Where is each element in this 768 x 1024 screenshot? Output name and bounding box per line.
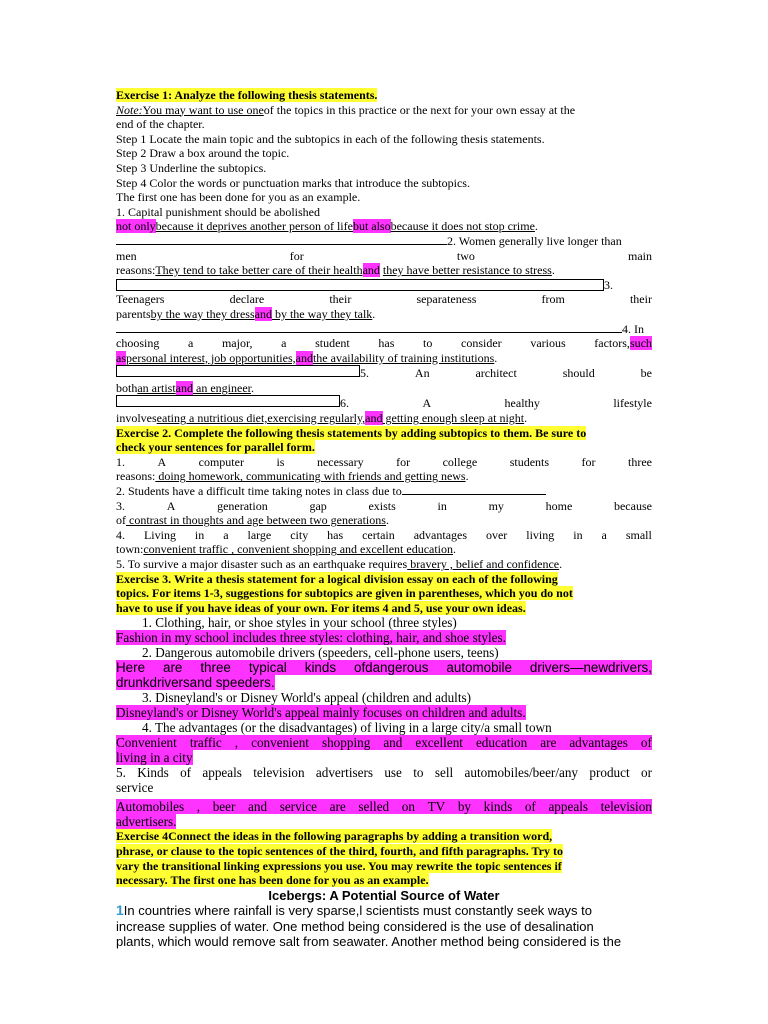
statement-4-line: [116, 322, 652, 337]
topic-box: [116, 365, 360, 377]
item-4-justified: [116, 528, 652, 543]
exercise-2-heading-line-2: [116, 440, 652, 455]
word: home: [545, 498, 573, 513]
word: TV: [427, 799, 446, 815]
word: 1.: [116, 454, 125, 469]
word: beer: [212, 799, 236, 815]
word: 4.: [116, 527, 125, 542]
exercise-1-heading-line: [116, 88, 652, 103]
paragraph-1: [116, 903, 652, 949]
exercise-3-heading-line-1: [116, 572, 652, 587]
statement-4-subtopics: [116, 351, 652, 366]
word: by: [457, 799, 471, 815]
exercise-3-heading-cont: topics. For items 1-3, suggestions for subtopics are given in parentheses, which you do not: [116, 586, 573, 601]
word: Automobiles: [116, 799, 185, 815]
topic-4: 4. The advantages (or the disadvantages) of living in a large city/a small town: [142, 720, 552, 736]
word: sell: [434, 765, 454, 781]
statement-1: 1. Capital punishment should be abolished: [116, 204, 320, 219]
exercise-4-heading-cont: phrase, or clause to the topic sentences of the third, fourth, and fifth paragraphs. Try to: [116, 843, 563, 858]
item-1-justified: [116, 455, 652, 470]
transition-and: and: [295, 350, 313, 365]
period: .: [250, 380, 254, 395]
statement-5-subtopics: [116, 381, 652, 396]
word: typical: [248, 660, 287, 676]
exercise-2-heading-line-1: [116, 426, 652, 441]
answer-text: bravery , belief and confidence: [407, 557, 560, 571]
word: a: [187, 336, 194, 351]
word: ,: [196, 799, 201, 815]
period: .: [524, 411, 528, 426]
word: 3.: [116, 498, 125, 513]
subtopics-1-2: eating a nutritious diet,exercising regularly,: [156, 411, 366, 426]
answer-5-cont: advertisers.: [116, 814, 177, 830]
word: my: [488, 498, 504, 513]
word: a: [281, 336, 287, 351]
example-note: The first one has been done for you as an example.: [116, 190, 361, 205]
item-text: 5. To survive a major disaster such as an earthquake requires: [116, 557, 408, 571]
word: Teenagers: [116, 292, 165, 307]
subtopic-1: by the way they dress: [150, 306, 255, 321]
word: in: [437, 498, 447, 513]
word: 5.: [116, 765, 126, 781]
word: A: [422, 396, 432, 411]
word: of: [524, 799, 536, 815]
answer-2-line-2: [116, 675, 652, 690]
note-label: Note:: [116, 102, 143, 117]
answer-4-justified: [116, 735, 652, 750]
statement-4-justified: [116, 336, 652, 351]
word: be: [640, 366, 652, 381]
word: living: [526, 527, 555, 542]
statement-6-line: [116, 395, 652, 411]
answer-5-line-2: [116, 814, 652, 829]
word: Here: [116, 660, 146, 676]
subtopic-2: an engineer: [193, 380, 251, 395]
subtopic-1: an artist: [137, 380, 176, 395]
transition-not-only: not only: [116, 219, 156, 234]
word: automobile: [446, 660, 512, 676]
word: town:: [116, 542, 144, 557]
paragraph-line: plants, which would remove salt from seawater. Another method being considered is the: [116, 934, 622, 950]
item-number: 3.: [604, 277, 613, 292]
word: both: [116, 380, 138, 395]
paragraph-line: In countries where rainfall is very sparse,l scientists must constantly seek ways to: [123, 903, 592, 919]
word: kinds: [483, 799, 513, 815]
subtopic-2: they have better resistance to stress: [382, 263, 552, 278]
step-1: Step 1 Locate the main topic and the subtopics in each of the following thesis statements.: [116, 131, 545, 146]
subtopic-1: because it deprives another person of life: [155, 219, 353, 234]
word: excellent: [415, 735, 463, 751]
item-1-answer: [116, 469, 652, 484]
word: of: [180, 765, 192, 781]
answer-4-cont: living in a city: [116, 750, 193, 766]
word: of: [640, 735, 652, 751]
word: involves: [116, 411, 157, 426]
word: should: [562, 366, 595, 381]
word: automobiles/beer/any: [464, 765, 579, 781]
word: over: [485, 527, 508, 542]
word: Kinds: [137, 765, 169, 781]
word: generation: [217, 498, 268, 513]
word: choosing: [116, 336, 160, 351]
topic-box: [116, 279, 604, 291]
word: has: [378, 336, 395, 351]
topic-5-justified: [116, 765, 652, 780]
word: certain: [362, 527, 395, 542]
transition-as: as: [116, 350, 126, 365]
answer-2-cont: drunkdriversand speeders.: [116, 675, 275, 691]
word: are: [163, 660, 183, 676]
transition-but-also: but also: [352, 219, 391, 234]
word: kinds: [304, 660, 337, 676]
word: from: [541, 292, 565, 307]
document-page: [116, 88, 652, 950]
word: parents: [116, 306, 151, 321]
word: because: [613, 498, 652, 513]
statement-2-line: [116, 234, 652, 249]
step-2: Step 2 Draw a box around the topic.: [116, 146, 290, 161]
word: three: [200, 660, 231, 676]
period: .: [372, 306, 376, 321]
item-2: [116, 484, 652, 499]
word: appeals: [548, 799, 588, 815]
answer-2-justified: [116, 660, 652, 675]
transition-and: and: [365, 411, 383, 426]
word: A: [157, 454, 167, 469]
word: shopping: [321, 735, 371, 751]
word: a: [223, 527, 229, 542]
word: are: [329, 799, 346, 815]
word: for: [289, 248, 304, 263]
word: traffic: [189, 735, 222, 751]
exercise-4-heading-line-2: [116, 844, 652, 859]
word: advantages: [413, 527, 468, 542]
word: college: [442, 454, 478, 469]
word: advertisers: [315, 765, 373, 781]
word: of: [116, 513, 126, 528]
note-underlined: You may want to use one: [142, 102, 264, 117]
transition-such: such: [629, 336, 652, 351]
exercise-4-heading-cont: vary the transitional linking expressions you use. You may rewrite the topic sentences if: [116, 858, 562, 873]
answer-3: Disneyland's or Disney World's appeal mainly focuses on children and adults.: [116, 705, 526, 721]
word: A: [166, 498, 176, 513]
word: convenient: [251, 735, 309, 751]
note-line-2: end of the chapter.: [116, 117, 205, 132]
word: main: [628, 248, 652, 263]
answer-text: doing homework, communicating with friends and getting news: [155, 469, 466, 484]
word: Convenient: [116, 735, 177, 751]
item-number: 4. In: [622, 321, 644, 336]
exercise-3-heading: Exercise 3. Write a thesis statement for a logical division essay on each of the following: [116, 571, 558, 586]
topic-1: 1. Clothing, hair, or shoe styles in your school (three styles): [142, 615, 457, 631]
note-text: of the topics in this practice or the next for your own essay at the: [263, 102, 576, 117]
exercise-3-items: [116, 615, 652, 829]
note-line: [116, 103, 652, 118]
word: lifestyle: [613, 396, 652, 411]
word: education: [475, 735, 528, 751]
word: factors,: [594, 336, 630, 351]
word: 6.: [340, 396, 349, 411]
word: or: [640, 765, 652, 781]
word: television: [253, 765, 305, 781]
word: separateness: [416, 292, 477, 307]
word: selled: [358, 799, 390, 815]
subtopics-1-2: personal interest, job opportunities,: [126, 350, 296, 365]
exercise-4-heading-line-1: [116, 829, 652, 844]
transition-and: and: [254, 306, 272, 321]
word: architect: [475, 366, 517, 381]
period: .: [534, 219, 538, 234]
subtopic-2: because it does not stop crime: [390, 219, 535, 234]
exercise-3-heading-cont: have to use if you have ideas of your own. For items 4 and 5, use your own ideas.: [116, 600, 526, 615]
word: men: [116, 248, 137, 263]
word: various: [530, 336, 566, 351]
word: small: [625, 527, 652, 542]
word: large: [247, 527, 272, 542]
essay-title: Icebergs: A Potential Source of Water: [268, 887, 500, 903]
statement-1-subtopics: [116, 219, 652, 234]
word: and: [248, 799, 268, 815]
answer-text: convenient traffic , convenient shopping and excellent education: [143, 542, 454, 557]
word: three: [628, 454, 652, 469]
word: television: [600, 799, 652, 815]
topic-box-rule: [116, 332, 622, 333]
word: product: [589, 765, 630, 781]
word: reasons:: [116, 469, 156, 484]
word: for: [396, 454, 411, 469]
word: has: [327, 527, 344, 542]
transition-and: and: [362, 263, 380, 278]
word: in: [194, 527, 205, 542]
word: use: [384, 765, 402, 781]
statement-3-subtopics: [116, 307, 652, 322]
word: a: [601, 527, 607, 542]
word: appeals: [202, 765, 242, 781]
exercise-1-heading: Exercise 1: Analyze the following thesis statements.: [116, 88, 378, 102]
statement-3-justified: [116, 292, 652, 307]
exercise-2-heading-cont: check your sentences for parallel form.: [116, 440, 315, 455]
word: 5.: [360, 366, 369, 381]
word: advantages: [569, 735, 628, 751]
period: .: [385, 513, 389, 528]
exercise-4-heading-line-3: [116, 859, 652, 874]
word: their: [329, 292, 352, 307]
word: gap: [309, 498, 327, 513]
exercise-3-heading-line-3: [116, 601, 652, 616]
topic-5-line-2: service: [116, 780, 154, 796]
topic-box-rule: [116, 244, 447, 245]
statement-5-justified: [360, 366, 652, 381]
word: healthy: [504, 396, 540, 411]
word: their: [629, 292, 652, 307]
word: is: [276, 454, 285, 469]
topic-2: 2. Dangerous automobile drivers (speeders, cell-phone users, teens): [142, 645, 499, 661]
statement-3-box-line: [116, 278, 652, 293]
word: An: [414, 366, 430, 381]
statement-6-subtopics: [116, 411, 652, 426]
answer-3-line: [116, 705, 652, 720]
word: city: [290, 527, 309, 542]
word: consider: [461, 336, 502, 351]
word: service: [279, 799, 318, 815]
subtopic-3: getting enough sleep at night: [382, 411, 525, 426]
period: .: [551, 263, 555, 278]
word: Living: [143, 527, 176, 542]
statement-5-line: [116, 365, 652, 381]
word: exists: [368, 498, 396, 513]
paragraph-line: increase supplies of water. One method being considered is the use of desalination: [116, 918, 594, 934]
word: to: [413, 765, 424, 781]
word: to: [423, 336, 433, 351]
paragraph-number: 1: [116, 903, 124, 919]
exercise-4-heading-line-4: [116, 873, 652, 888]
subtopic-1: They tend to take better care of their health: [155, 263, 363, 278]
word: necessary: [316, 454, 364, 469]
answer-blank[interactable]: [402, 494, 546, 495]
answer-text: contrast in thoughts and age between two generations: [126, 513, 386, 528]
word: two: [456, 248, 475, 263]
period: .: [465, 469, 469, 484]
answer-1-line: [116, 630, 652, 645]
word: reasons:: [116, 263, 156, 278]
item-3-answer: [116, 513, 652, 528]
period: .: [453, 542, 457, 557]
word: major,: [221, 336, 253, 351]
item-4-answer: [116, 542, 652, 557]
word: on: [401, 799, 415, 815]
word: student: [315, 336, 350, 351]
statement-2-justified: [116, 249, 652, 264]
subtopic-3: the availability of training institutions: [312, 350, 495, 365]
period: .: [559, 557, 563, 571]
exercise-3-heading-line-2: [116, 586, 652, 601]
statement-2-start: 2. Women generally live longer than: [447, 233, 622, 248]
item-text: 2. Students have a difficult time taking notes in class due to: [116, 484, 402, 499]
exercise-4-heading: Exercise 4Connect the ideas in the following paragraphs by adding a transition word,: [116, 829, 553, 844]
word: ofdangerous: [354, 660, 429, 676]
word: ,: [234, 735, 239, 751]
answer-1: Fashion in my school includes three styles: clothing, hair, and shoe styles.: [116, 630, 506, 646]
item-5: [116, 557, 652, 572]
subtopic-2: by the way they talk: [271, 306, 373, 321]
word: and: [383, 735, 403, 751]
word: computer: [198, 454, 244, 469]
period: .: [494, 350, 498, 365]
exercise-2-heading: Exercise 2. Complete the following thesis statements by adding subtopics to them. Be sure to: [116, 425, 587, 440]
answer-5-justified: [116, 799, 652, 814]
topic-3: 3. Disneyland's or Disney World's appeal (children and adults): [142, 690, 472, 706]
statement-2-subtopics: [116, 263, 652, 278]
transition-and: and: [175, 380, 193, 395]
topic-box: [116, 395, 340, 407]
step-4: Step 4 Color the words or punctuation marks that introduce the subtopics.: [116, 175, 470, 190]
statement-6-justified: [340, 396, 652, 411]
word: in: [573, 527, 583, 542]
word: declare: [229, 292, 265, 307]
exercise-4-heading-cont: necessary. The first one has been done for you as an example.: [116, 873, 429, 888]
item-3-justified: [116, 499, 652, 514]
answer-4-line-2: [116, 750, 652, 765]
word: drivers—newdrivers,: [529, 660, 652, 676]
word: for: [581, 454, 596, 469]
word: are: [540, 735, 557, 751]
word: students: [509, 454, 550, 469]
step-3: Step 3 Underline the subtopics.: [116, 160, 267, 175]
